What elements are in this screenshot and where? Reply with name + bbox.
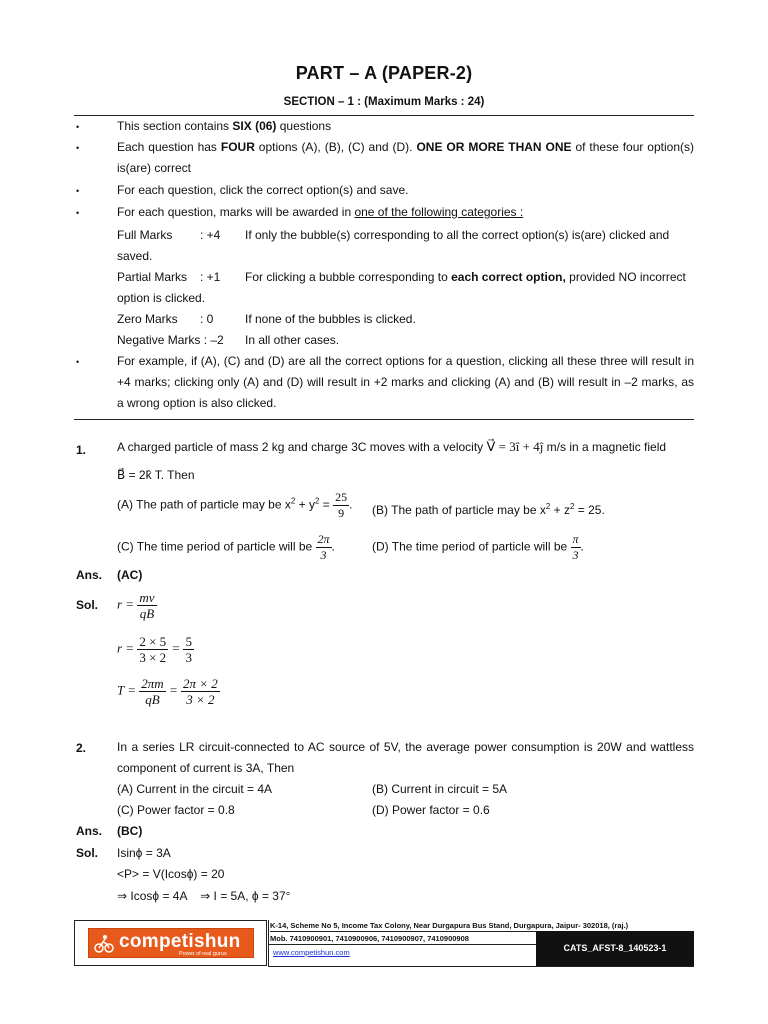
question-number: 2. [76,741,87,755]
logo-tagline: Power of real gurus [179,951,227,957]
solution-step: ⇒ Icosϕ = 4A ⇒ I = 5A, ϕ = 37° [117,889,291,903]
divider [74,419,694,420]
zero-marks-row: Zero Marks : 0 If none of the bubbles is clicked. [117,312,416,326]
paper-code: CATS_AFST-8_140523-1 [536,931,694,966]
partial-marks-row-cont: option is clicked. [117,291,206,305]
instruction-3: For each question, click the correct option(s) and save. [117,183,409,197]
footer-divider [268,966,694,967]
question-2-option-b: (B) Current in circuit = 5A [372,782,508,796]
bullet-icon: • [76,122,80,132]
solution-label: Sol. [76,846,99,860]
cyclist-icon [94,934,114,954]
question-1-option-c: (C) The time period of particle will be $\frac{2\pi}{3}$ . [117,532,335,562]
negative-marks-row: Negative Marks : –2 In all other cases. [117,333,340,347]
question-1-option-b: (B) The path of particle may be $x^2 + z^2 = 25$. [372,502,605,517]
page-title: PART – A (PAPER-2) [295,63,473,83]
answer-value: (AC) [117,568,143,582]
bullet-icon: • [76,186,80,196]
footer-website-link[interactable]: www.competishun.com [273,948,350,957]
question-1-option-a: (A) The path of particle may be $x^2 + y^2$ = $\frac{25}{9}$ . [117,490,353,520]
answer-value: (BC) [117,824,143,838]
question-number: 1. [76,443,87,457]
bullet-icon: • [76,143,80,153]
question-2-option-a: (A) Current in the circuit = 4A [117,782,273,796]
logo-text: competishun [119,931,241,952]
bullet-icon: • [76,208,80,218]
question-1-text: A charged particle of mass 2 kg and charge 3C moves with a velocity V⃗ = 3î + 4ĵ m/s in a magnetic field [117,439,667,454]
footer-address: K-14, Scheme No 5, Income Tax Colony, Near Durgapura Bus Stand, Durgapura, Jaipur- 302018, (raj.) [270,920,694,932]
question-1-option-d: (D) The time period of particle will be $\frac{\pi}{3}$ . [372,532,584,562]
full-marks-row: Full Marks : +4 If only the bubble(s) corresponding to all the correct option(s) is(are) clicked and [117,228,670,242]
answer-label: Ans. [76,568,103,582]
magnetic-field: B⃗ = 2k̂ T. Then [117,468,195,482]
instruction-1: This section contains SIX (06) questions [117,119,332,133]
section-heading: SECTION – 1 : (Maximum Marks : 24) [283,96,485,108]
instruction-4: For each question, marks will be awarded in one of the following categories : [117,205,524,219]
logo-panel [74,920,267,966]
solution-step: <P> = V(Icosϕ) = 20 [117,867,225,881]
answer-label: Ans. [76,824,103,838]
solution-step: r = $\frac{mv}{qB}$ [117,590,155,621]
solution-step: Isinϕ = 3A [117,846,171,860]
instruction-5: For example, if (A), (C) and (D) are all the correct options for a question, clicking all these three will result in +4 marks; clicking only (A) and (D) will result in +2 marks and clicking (A) and (B) will result in –2 marks, as a wrong option is also clicked. [117,354,694,410]
full-marks-row-cont: saved. [117,249,153,263]
footer-mobile: Mob. 7410900901, 7410900906, 7410900907, 7410900908 [270,934,469,943]
bullet-icon: • [76,357,80,367]
solution-label: Sol. [76,598,99,612]
partial-marks-row: Partial Marks : +1 For clicking a bubble corresponding to each correct option, provided NO incorrect [117,270,686,284]
footer-divider [268,944,536,945]
footer-divider [268,920,269,966]
solution-step: T = $\frac{2\pi m}{qB}$ = $\frac{2\pi \times 2}{3 \times 2}$ [117,676,218,707]
question-2-text: In a series LR circuit-connected to AC source of 5V, the average power consumption is 20W and wattless component of current is 3A, Then [117,740,694,775]
instruction-2: Each question has FOUR options (A), (B), (C) and (D). ONE OR MORE THAN ONE of these four option(s) is(are) correct [117,140,694,175]
solution-step: r = $\frac{2 \times 5}{3 \times 2}$ = $\frac{5}{3}$ [117,634,192,665]
question-2-option-d: (D) Power factor = 0.6 [372,803,490,817]
question-2-option-c: (C) Power factor = 0.8 [117,803,235,817]
brand-logo [88,928,254,958]
